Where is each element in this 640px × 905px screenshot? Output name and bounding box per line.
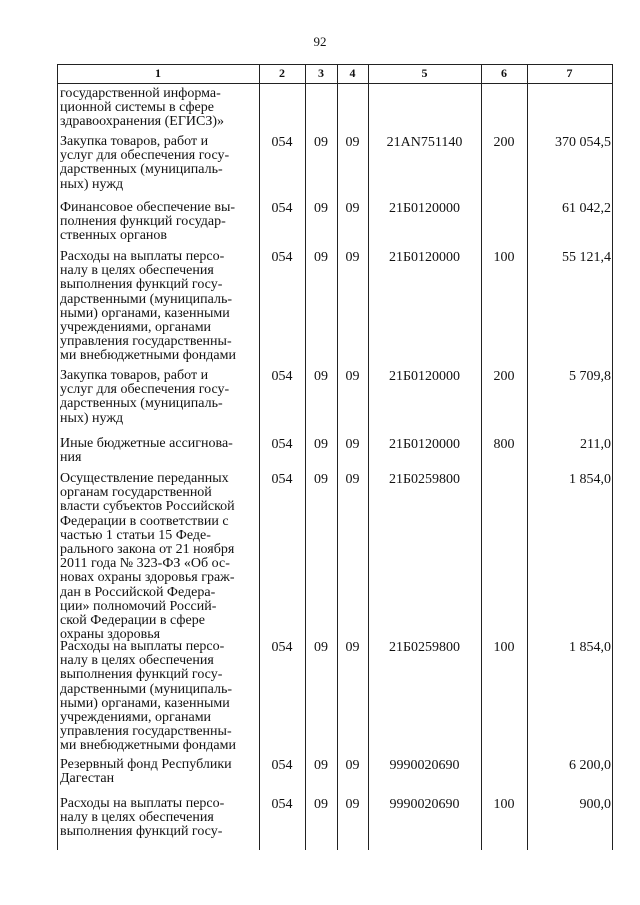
header-col-5: 5 [421, 66, 428, 80]
row-vr: 200 [493, 369, 515, 384]
row-sub: 09 [345, 758, 360, 773]
row-amount: 61 042,2 [562, 201, 611, 216]
col-border-5 [481, 64, 482, 850]
header-col-3: 3 [318, 66, 324, 80]
row-description: Резервный фонд Республики Дагестан [60, 757, 232, 787]
row-sub: 09 [345, 472, 360, 487]
row-sec: 09 [314, 640, 328, 655]
row-description: Иные бюджетные ассигнова- ния [60, 436, 233, 466]
row-code: 054 [271, 437, 293, 452]
header-col-2: 2 [279, 66, 285, 80]
row-target: 21Б0120000 [388, 437, 461, 452]
row-sub: 09 [345, 437, 360, 452]
row-code: 054 [271, 201, 293, 216]
header-col-4: 4 [349, 66, 356, 80]
row-target: 21Б0120000 [388, 369, 461, 384]
row-description: Осуществление переданных органам государственной власти субъектов Российской Федерации в соответствии с частью 1 статьи 15 Феде- рального закона от 21 ноября 2011 года № 323-ФЗ «Об ос- новах охраны здоровья граж- дан в Российской Федера- ции» полномочий Россий- ской Федерации в сфере охраны здоровья [60, 471, 235, 643]
row-amount: 900,0 [579, 797, 611, 812]
row-sec: 09 [314, 250, 328, 265]
row-code: 054 [271, 797, 293, 812]
header-bottom-border [57, 83, 613, 84]
row-sub: 09 [345, 797, 360, 812]
row-amount: 211,0 [580, 437, 611, 452]
row-sec: 09 [314, 758, 328, 773]
row-sub: 09 [345, 250, 360, 265]
row-target: 9990020690 [389, 797, 460, 812]
col-border-6 [527, 64, 528, 850]
row-sec: 09 [314, 437, 328, 452]
col-border-1 [259, 64, 260, 850]
row-vr: 100 [493, 797, 515, 812]
col-border-0 [57, 64, 58, 850]
header-col-1: 1 [155, 66, 161, 80]
col-border-7 [612, 64, 613, 850]
row-vr: 100 [493, 640, 515, 655]
row-amount: 1 854,0 [569, 472, 611, 487]
table-top-border [57, 64, 613, 65]
row-sub: 09 [345, 369, 360, 384]
row-code: 054 [271, 472, 293, 487]
row-description: Расходы на выплаты персо- налу в целях обеспечения выполнения функций госу- дарственными (муниципаль- ными) органами, казенными учреждениями, органами управления государственны- ми внебюджетными фондами [60, 249, 236, 364]
page-number: 92 [313, 34, 327, 49]
row-code: 054 [271, 369, 293, 384]
row-sec: 09 [314, 135, 328, 150]
col-border-2 [305, 64, 306, 850]
row-amount: 55 121,4 [562, 250, 611, 265]
row-sec: 09 [314, 369, 328, 384]
row-description: Закупка товаров, работ и услуг для обеспечения госу- дарственных (муниципаль- ных) нужд [60, 368, 230, 426]
row-target: 21Б0120000 [388, 201, 461, 216]
row-vr: 100 [493, 250, 515, 265]
col-border-3 [337, 64, 338, 850]
row-description: Расходы на выплаты персо- налу в целях обеспечения выполнения функций госу- [60, 796, 225, 840]
row-sec: 09 [314, 472, 328, 487]
row-target: 21Б0120000 [388, 250, 461, 265]
row-vr: 800 [493, 437, 515, 452]
row-sec: 09 [314, 797, 328, 812]
row-sub: 09 [345, 135, 360, 150]
row-sec: 09 [314, 201, 328, 216]
row-target: 21AN751140 [386, 135, 463, 150]
row-code: 054 [271, 758, 293, 773]
row-code: 054 [271, 135, 293, 150]
row-amount: 370 054,5 [555, 135, 611, 150]
row-amount: 6 200,0 [569, 758, 611, 773]
row-target: 21Б0259800 [388, 640, 461, 655]
row-description: Закупка товаров, работ и услуг для обеспечения госу- дарственных (муниципаль- ных) нужд [60, 134, 230, 192]
row-target: 21Б0259800 [388, 472, 461, 487]
row-target: 9990020690 [389, 758, 460, 773]
header-col-7: 7 [566, 66, 573, 80]
row-amount: 5 709,8 [569, 369, 611, 384]
row-description: государственной информа- ционной системы в сфере здравоохранения (ЕГИСЗ)» [60, 86, 225, 130]
budget-table [57, 64, 613, 850]
header-col-6: 6 [501, 66, 507, 80]
row-code: 054 [271, 640, 293, 655]
row-code: 054 [271, 250, 293, 265]
row-amount: 1 854,0 [569, 640, 611, 655]
row-description: Расходы на выплаты персо- налу в целях обеспечения выполнения функций госу- дарственными (муниципаль- ными) органами, казенными учреждениями, органами управления государственны- ми внебюджетными фондами [60, 639, 236, 754]
col-border-4 [368, 64, 369, 850]
row-description: Финансовое обеспечение вы- полнения функций государ- ственных органов [60, 200, 236, 244]
row-vr: 200 [493, 135, 515, 150]
row-sub: 09 [345, 201, 360, 216]
row-sub: 09 [345, 640, 360, 655]
